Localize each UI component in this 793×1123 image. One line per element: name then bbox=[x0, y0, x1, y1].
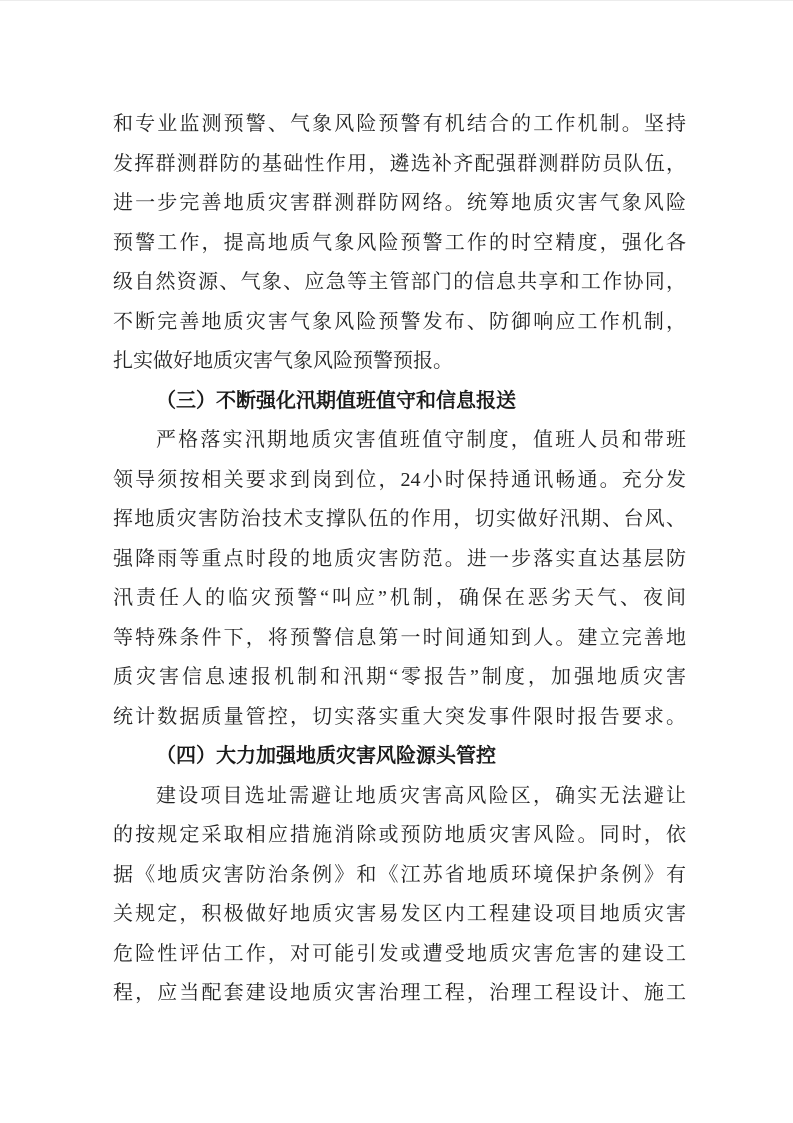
text-line: 关规定，积极做好地质灾害易发区内工程建设项目地质灾害 bbox=[113, 903, 686, 925]
text-line: 进一步完善地质灾害群测群防网络。统筹地质灾害气象风险 bbox=[113, 192, 686, 214]
text-line: 严格落实汛期地质灾害值班值守制度，值班人员和带班 bbox=[156, 429, 686, 451]
text-line: 汛责任人的临灾预警“叫应”机制，确保在恶劣天气、夜间 bbox=[113, 587, 686, 609]
document-text-block bbox=[113, 105, 686, 1014]
text-line: 的按规定采取相应措施消除或预防地质灾害风险。同时，依 bbox=[113, 824, 686, 846]
text-line: 危险性评估工作，对可能引发或遭受地质灾害危害的建设工 bbox=[113, 942, 686, 965]
text-line: 和专业监测预警、气象风险预警有机结合的工作机制。坚持 bbox=[113, 113, 686, 135]
text-line: 预警工作，提高地质气象风险预警工作的时空精度，强化各 bbox=[113, 231, 686, 254]
text-line: 不断完善地质灾害气象风险预警发布、防御响应工作机制， bbox=[113, 310, 686, 333]
text-line: 建设项目选址需避让地质灾害高风险区，确实无法避让 bbox=[156, 784, 686, 807]
text-line: 质灾害信息速报机制和汛期“零报告”制度，加强地质灾害 bbox=[113, 666, 686, 688]
section-heading: （四）大力加强地质灾害风险源头管控 bbox=[156, 745, 496, 767]
text-line: 级自然资源、气象、应急等主管部门的信息共享和工作协同， bbox=[113, 271, 686, 293]
section-heading: （三）不断强化汛期值班值守和信息报送 bbox=[156, 389, 516, 412]
text-line: 挥地质灾害防治技术支撑队伍的作用，切实做好汛期、台风、 bbox=[113, 508, 686, 530]
text-line: 程，应当配套建设地质灾害治理工程，治理工程设计、施工 bbox=[113, 982, 686, 1004]
text-line: 据《地质灾害防治条例》和《江苏省地质环境保护条例》有 bbox=[113, 863, 686, 886]
text-line: 领导须按相关要求到岗到位，24小时保持通讯畅通。充分发 bbox=[113, 468, 686, 491]
text-line: 统计数据质量管控，切实落实重大突发事件限时报告要求。 bbox=[113, 705, 686, 728]
text-line: 发挥群测群防的基础性作用，遴选补齐配强群测群防员队伍， bbox=[113, 152, 686, 175]
text-line: 强降雨等重点时段的地质灾害防范。进一步落实直达基层防 bbox=[113, 547, 686, 570]
text-line: 等特殊条件下，将预警信息第一时间通知到人。建立完善地 bbox=[113, 626, 686, 649]
text-line: 扎实做好地质灾害气象风险预警预报。 bbox=[113, 350, 453, 372]
